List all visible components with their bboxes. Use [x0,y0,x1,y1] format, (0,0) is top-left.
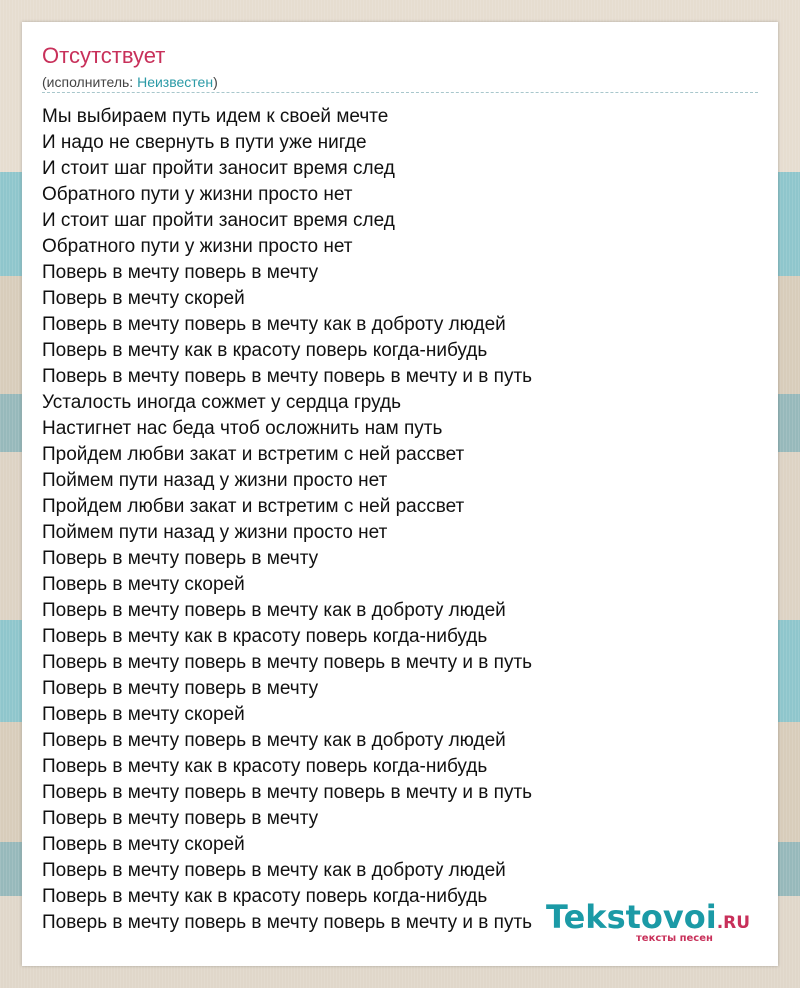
lyric-line: Поверь в мечту поверь в мечту поверь в мечту и в путь [42,912,533,933]
lyric-line: Пройдем любви закат и встретим с ней рассвет [42,496,465,517]
lyric-line: Поверь в мечту поверь в мечту [42,262,319,283]
lyric-line: Поверь в мечту поверь в мечту поверь в мечту и в путь [42,652,533,673]
lyric-line: Поверь в мечту как в красоту поверь когда-нибудь [42,756,488,777]
lyric-line: Поверь в мечту поверь в мечту [42,548,319,569]
lyric-line: Обратного пути у жизни просто нет [42,236,353,257]
lyric-line: Поверь в мечту поверь в мечту [42,678,319,699]
lyric-line: Поверь в мечту скорей [42,834,245,855]
logo-tagline: тексты песен [636,933,713,944]
lyric-line: Поверь в мечту скорей [42,704,245,725]
lyric-line: Поверь в мечту как в красоту поверь когда-нибудь [42,340,488,361]
artist-line [42,73,218,91]
lyric-line: Поверь в мечту поверь в мечту как в доброту людей [42,730,506,751]
lyric-line: Поймем пути назад у жизни просто нет [42,522,388,543]
lyric-line: Поверь в мечту поверь в мечту [42,808,319,829]
lyric-line: И надо не свернуть в пути уже нигде [42,132,367,153]
logo-tld: .RU [716,913,751,933]
lyric-line: Настигнет нас беда чтоб осложнить нам путь [42,418,443,439]
lyrics-card [22,22,778,966]
lyric-line: Пройдем любви закат и встретим с ней рассвет [42,444,465,465]
lyric-line: Поверь в мечту поверь в мечту как в доброту людей [42,600,506,621]
lyric-line: Поймем пути назад у жизни просто нет [42,470,388,491]
lyric-line: Поверь в мечту поверь в мечту поверь в мечту и в путь [42,782,533,803]
lyrics-text [42,104,532,936]
lyric-line: Поверь в мечту скорей [42,574,245,595]
lyric-line: Мы выбираем путь идем к своей мечте [42,106,389,127]
lyric-line: И стоит шаг пройти заносит время след [42,158,395,179]
lyric-line: И стоит шаг пройти заносит время след [42,210,395,231]
artist-link[interactable]: Неизвестен [137,74,214,90]
lyric-line: Обратного пути у жизни просто нет [42,184,353,205]
lyric-line: Поверь в мечту как в красоту поверь когда-нибудь [42,886,488,907]
logo-main: Tekstovoi [546,898,717,936]
lyric-line: Поверь в мечту скорей [42,288,245,309]
lyric-line: Поверь в мечту поверь в мечту как в доброту людей [42,860,506,881]
lyric-line: Поверь в мечту поверь в мечту как в доброту людей [42,314,506,335]
artist-suffix: ) [213,74,218,90]
lyric-line: Поверь в мечту поверь в мечту поверь в мечту и в путь [42,366,533,387]
lyric-line: Усталость иногда сожмет у сердца грудь [42,392,401,413]
song-title: Отсутствует [42,43,166,68]
artist-prefix: (исполнитель: [42,74,138,90]
title-divider [42,92,758,93]
lyric-line: Поверь в мечту как в красоту поверь когда-нибудь [42,626,488,647]
